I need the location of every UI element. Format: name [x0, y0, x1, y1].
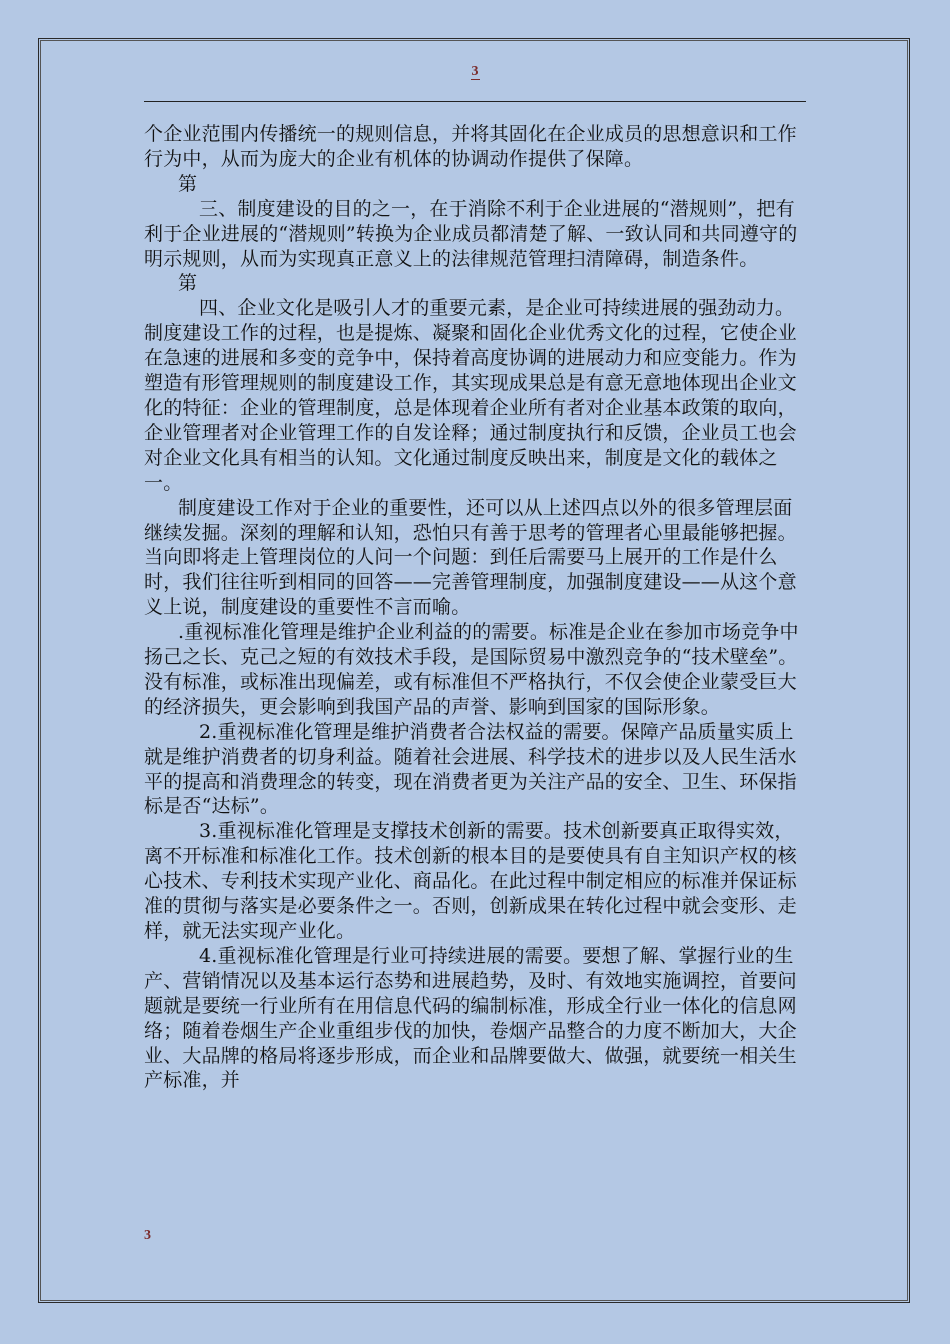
header-page-number: 3: [471, 64, 479, 79]
paragraph: 制度建设工作对于企业的重要性，还可以从上述四点以外的很多管理层面继续发掘。深刻的理解和认知，恐怕只有善于思考的管理者心里最能够把握。当向即将走上管理岗位的人问一个问题：到任后需要马上展开的工作是什么时，我们往往听到相同的回答——完善管理制度，加强制度建设——从这个意义上说，制度建设的重要性不言而喻。: [144, 496, 797, 619]
paragraph: 4.重视标准化管理是行业可持续进展的需要。要想了解、掌握行业的生产、营销情况以及基本运行态势和进展趋势，及时、有效地实施调控，首要问题就是要统一行业所有在用信息代码的编制标准，形成全行业一体化的信息网络；随着卷烟生产企业重组步伐的加快，卷烟产品整合的力度不断加大，大企业、大品牌的格局将逐步形成，而企业和品牌要做大、做强，就要统一相关生产标准，并: [144, 944, 797, 1092]
paragraph: 2.重视标准化管理是维护消费者合法权益的需要。保障产品质量实质上就是维护消费者的切身利益。随着社会进展、科学技术的进步以及人民生活水平的提高和消费理念的转变，现在消费者更为关注产品的安全、卫生、环保指标是否“达标”。: [144, 720, 797, 818]
footer-page-number: 3: [144, 1228, 151, 1243]
paragraph: .重视标准化管理是维护企业利益的的需要。标准是企业在参加市场竞争中扬己之长、克己之短的有效技术手段，是国际贸易中激烈竞争的“技术壁垒”。没有标准，或标准出现偏差，或有标准但不严格执行，不仅会使企业蒙受巨大的经济损失，更会影响到我国产品的声誉、影响到国家的国际形象。: [144, 621, 799, 718]
paragraph: 三、制度建设的目的之一，在于消除不利于企业进展的“潜规则”，把有利于企业进展的“潜规则”转换为企业成员都清楚了解、一致认同和共同遵守的明示规则，从而为实现真正意义上的法律规范管理扫清障碍，制造条件。: [144, 197, 798, 270]
paragraph: 四、企业文化是吸引人才的重要元素，是企业可持续进展的强劲动力。制度建设工作的过程，也是提炼、凝聚和固化企业优秀文化的过程，它使企业在急速的进展和多变的竞争中，保持着高度协调的进展动力和应变能力。作为塑造有形管理规则的制度建设工作，其实现成果总是有意无意地体现出企业文化的特征：企业的管理制度，总是体现着企业所有者对企业基本政策的取向，企业管理者对企业管理工作的自发诠释；通过制度执行和反馈，企业员工也会对企业文化具有相当的认知。文化通过制度反映出来，制度是文化的载体之一。: [144, 297, 797, 494]
paragraph: 个企业范围内传播统一的规则信息，并将其固化在企业成员的思想意识和工作行为中，从而为庞大的企业有机体的协调动作提供了保障。: [144, 123, 797, 170]
paragraph: 第: [178, 272, 198, 295]
paragraph: 第: [178, 172, 198, 195]
document-body: [144, 122, 808, 1093]
header-rule: [144, 101, 806, 102]
paragraph: 3.重视标准化管理是支撑技术创新的需要。技术创新要真正取得实效，离不开标准和标准化工作。技术创新的根本目的是要使具有自主知识产权的核心技术、专利技术实现产业化、商品化。在此过程中制定相应的标准并保证标准的贯彻与落实是必要条件之一。否则，创新成果在转化过程中就会变形、走样，就无法实现产业化。: [144, 820, 797, 942]
